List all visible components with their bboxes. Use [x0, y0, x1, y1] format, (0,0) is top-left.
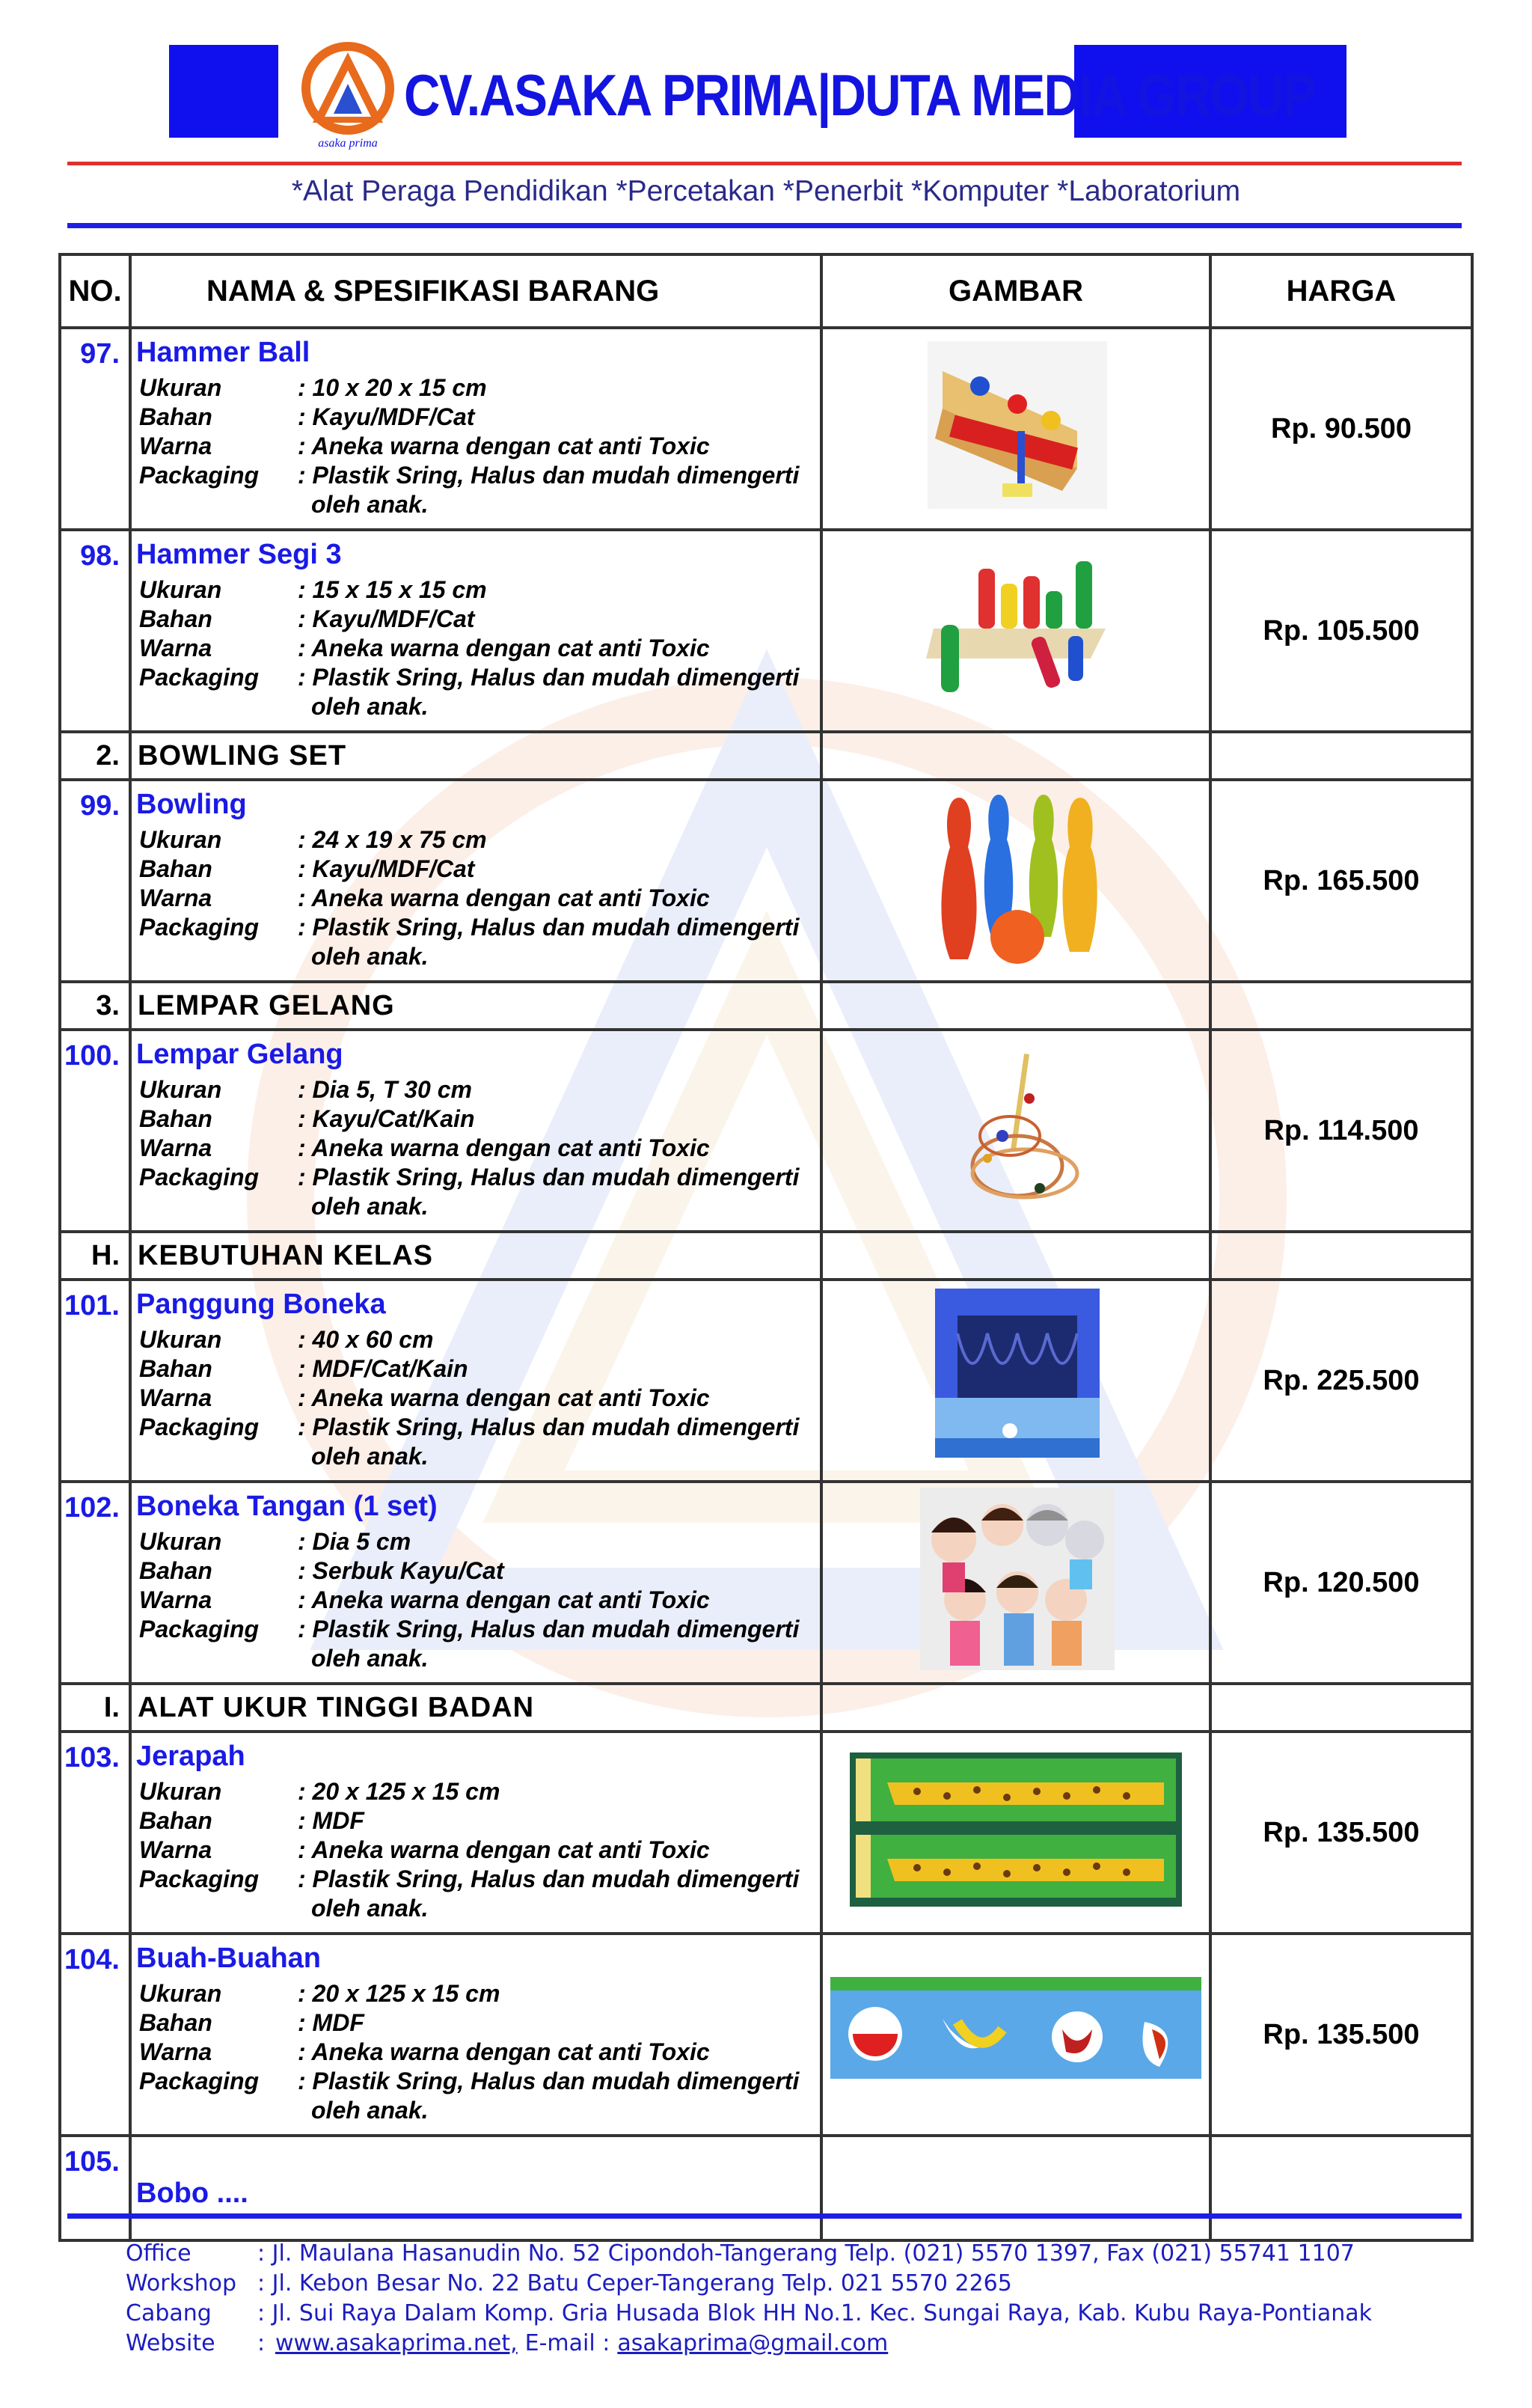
empty-cell	[821, 1232, 1210, 1280]
empty-cell	[1210, 2136, 1472, 2240]
spec-label: Ukuran	[139, 826, 222, 853]
email-link[interactable]: asakaprima@gmail.com	[617, 2330, 889, 2356]
spec-ukuran: : Dia 5 cm	[298, 1528, 411, 1555]
item-image-cell	[821, 530, 1210, 732]
hand-puppets-image	[920, 1488, 1115, 1670]
category-row	[60, 1684, 1472, 1732]
spec-warna: : Aneka warna dengan cat anti Toxic	[298, 1836, 710, 1863]
spec-label: Warna	[139, 433, 212, 459]
footer-blue-rule	[67, 2213, 1462, 2219]
header-blue-rule	[67, 223, 1462, 228]
spec-label: Packaging	[139, 1616, 260, 1642]
website-link[interactable]: www.asakaprima.net,	[275, 2330, 518, 2356]
hammer-pegs-toy-image	[926, 554, 1113, 696]
category-number: 3.	[60, 982, 130, 1030]
hammer-ball-toy-image	[928, 341, 1107, 509]
spec-packaging: : Plastik Sring, Halus dan mudah dimengerti	[298, 2068, 800, 2094]
table-row	[60, 1934, 1472, 2136]
fruit-height-chart-image	[830, 1977, 1201, 2079]
footer-contacts	[126, 2239, 1372, 2359]
spec-bahan: : Serbuk Kayu/Cat	[298, 1557, 504, 1584]
spec-label: Warna	[139, 2038, 212, 2065]
spec-packaging: : Plastik Sring, Halus dan mudah dimengerti	[298, 1616, 800, 1642]
item-price: Rp. 135.500	[1210, 1934, 1472, 2136]
spec-label: Ukuran	[139, 576, 222, 603]
item-spec-cell	[130, 530, 821, 732]
spec-label: Packaging	[139, 664, 260, 691]
item-image-cell	[821, 1030, 1210, 1232]
empty-cell	[821, 2136, 1210, 2240]
spec-label: Warna	[139, 1134, 212, 1161]
item-image-cell	[821, 1482, 1210, 1684]
category-name: ALAT UKUR TINGGI BADAN	[138, 1691, 535, 1723]
item-image-cell	[821, 1934, 1210, 2136]
spec-packaging: : Plastik Sring, Halus dan mudah dimengerti	[298, 1164, 800, 1191]
empty-cell	[1210, 982, 1472, 1030]
item-spec-cell	[130, 1482, 821, 1684]
spec-bahan: : MDF	[298, 2009, 364, 2036]
spec-ukuran: : 24 x 19 x 75 cm	[298, 826, 487, 853]
category-row	[60, 982, 1472, 1030]
company-name: CV.ASAKA PRIMA|DUTA MEDIA GROUP	[404, 62, 1315, 128]
table-row	[60, 780, 1472, 982]
services-line: *Alat Peraga Pendidikan *Percetakan *Penerbit *Komputer *Laboratorium	[291, 175, 1241, 207]
item-price: Rp. 165.500	[1210, 780, 1472, 982]
spec-warna: : Aneka warna dengan cat anti Toxic	[298, 1384, 710, 1411]
item-price: Rp. 120.500	[1210, 1482, 1472, 1684]
item-spec-cell	[130, 328, 821, 530]
spec-bahan: : Kayu/MDF/Cat	[298, 605, 475, 632]
spec-packaging-cont: oleh anak.	[311, 1443, 429, 1470]
category-number: H.	[60, 1232, 130, 1280]
table-row	[60, 1030, 1472, 1232]
item-spec-cell	[130, 1030, 821, 1232]
spec-ukuran: : 20 x 125 x 15 cm	[298, 1980, 500, 2007]
spec-label: Packaging	[139, 1414, 260, 1440]
spec-label: Ukuran	[139, 1980, 222, 2007]
item-price: Rp. 225.500	[1210, 1280, 1472, 1482]
item-number: 99.	[60, 780, 130, 982]
workshop-label: Workshop	[126, 2270, 237, 2297]
spec-ukuran: : 10 x 20 x 15 cm	[298, 374, 487, 401]
spec-packaging: : Plastik Sring, Halus dan mudah dimengerti	[298, 1414, 800, 1440]
header-harga: HARGA	[1210, 254, 1472, 328]
spec-label: Bahan	[139, 403, 212, 430]
spec-label: Bahan	[139, 1807, 212, 1834]
category-number: 2.	[60, 732, 130, 780]
item-image-cell	[821, 780, 1210, 982]
workshop-address: : Jl. Kebon Besar No. 22 Batu Ceper-Tangerang Telp. 021 5570 2265	[257, 2270, 1012, 2297]
spec-ukuran: : 15 x 15 x 15 cm	[298, 576, 487, 603]
spec-packaging-cont: oleh anak.	[311, 1193, 429, 1220]
spec-ukuran: : Dia 5, T 30 cm	[298, 1076, 472, 1103]
empty-cell	[821, 982, 1210, 1030]
item-number: 105.	[60, 2136, 130, 2240]
table-row	[60, 530, 1472, 732]
spec-label: Packaging	[139, 462, 260, 489]
spec-bahan: : Kayu/MDF/Cat	[298, 403, 475, 430]
office-address: : Jl. Maulana Hasanudin No. 52 Cipondoh-Tangerang Telp. (021) 5570 1397, Fax (021) 55741 1107	[257, 2240, 1355, 2267]
spec-packaging-cont: oleh anak.	[311, 491, 429, 518]
item-image-cell	[821, 328, 1210, 530]
svg-text:asaka prima: asaka prima	[318, 137, 378, 150]
spec-label: Ukuran	[139, 1528, 222, 1555]
spec-label: Bahan	[139, 855, 212, 882]
company-logo	[298, 42, 398, 154]
item-image-cell	[821, 1732, 1210, 1934]
item-price: Rp. 90.500	[1210, 328, 1472, 530]
item-name: Bobo ....	[136, 2178, 248, 2209]
item-name: Hammer Ball	[136, 337, 310, 368]
spec-label: Warna	[139, 1384, 212, 1411]
item-price: Rp. 105.500	[1210, 530, 1472, 732]
header-red-rule	[67, 162, 1462, 165]
spec-label: Bahan	[139, 605, 212, 632]
item-name: Jerapah	[136, 1741, 245, 1772]
item-spec-cell	[130, 2136, 821, 2240]
spec-label: Ukuran	[139, 1326, 222, 1353]
giraffe-height-chart-image	[850, 1752, 1182, 1907]
item-number: 104.	[60, 1934, 130, 2136]
spec-label: Ukuran	[139, 1076, 222, 1103]
spec-label: Warna	[139, 884, 212, 911]
table-header-row	[60, 254, 1472, 328]
category-cell	[130, 982, 821, 1030]
category-row	[60, 732, 1472, 780]
category-name: BOWLING SET	[138, 739, 347, 771]
ring-toss-image	[958, 1054, 1085, 1211]
spec-ukuran: : 40 x 60 cm	[298, 1326, 434, 1353]
item-number: 98.	[60, 530, 130, 732]
office-label: Office	[126, 2240, 192, 2267]
spec-label: Bahan	[139, 1557, 212, 1584]
spec-packaging: : Plastik Sring, Halus dan mudah dimengerti	[298, 1865, 800, 1892]
spec-label: Warna	[139, 635, 212, 661]
category-name: KEBUTUHAN KELAS	[138, 1239, 433, 1271]
empty-cell	[1210, 1232, 1472, 1280]
spec-packaging-cont: oleh anak.	[311, 943, 429, 970]
spec-label: Packaging	[139, 914, 260, 941]
item-price: Rp. 114.500	[1210, 1030, 1472, 1232]
spec-packaging: : Plastik Sring, Halus dan mudah dimengerti	[298, 914, 800, 941]
header-gambar: GAMBAR	[821, 254, 1210, 328]
bowling-pins-image	[928, 787, 1107, 967]
table-row	[60, 1280, 1472, 1482]
empty-cell	[1210, 732, 1472, 780]
spec-bahan: : MDF	[298, 1807, 364, 1834]
spec-warna: : Aneka warna dengan cat anti Toxic	[298, 1134, 710, 1161]
puppet-stage-image	[928, 1289, 1107, 1465]
header-no: NO.	[60, 254, 130, 328]
item-name: Lempar Gelang	[136, 1039, 343, 1070]
cabang-address: : Jl. Sui Raya Dalam Komp. Gria Husada Blok HH No.1. Kec. Sungai Raya, Kab. Kubu Raya-Pontianak	[257, 2300, 1373, 2326]
category-cell	[130, 1232, 821, 1280]
empty-cell	[1210, 1684, 1472, 1732]
product-table	[58, 253, 1474, 2242]
spec-label: Packaging	[139, 1164, 260, 1191]
spec-packaging: : Plastik Sring, Halus dan mudah dimengerti	[298, 664, 800, 691]
spec-warna: : Aneka warna dengan cat anti Toxic	[298, 433, 710, 459]
item-number: 103.	[60, 1732, 130, 1934]
spec-label: Warna	[139, 1586, 212, 1613]
item-name: Boneka Tangan (1 set)	[136, 1491, 438, 1522]
category-row	[60, 1232, 1472, 1280]
item-number: 102.	[60, 1482, 130, 1684]
table-row	[60, 2136, 1472, 2240]
spec-label: Ukuran	[139, 1778, 222, 1805]
spec-bahan: : MDF/Cat/Kain	[298, 1355, 468, 1382]
category-number: I.	[60, 1684, 130, 1732]
item-spec-cell	[130, 1280, 821, 1482]
cabang-label: Cabang	[126, 2300, 212, 2326]
item-number: 100.	[60, 1030, 130, 1232]
table-row	[60, 328, 1472, 530]
spec-label: Bahan	[139, 1105, 212, 1132]
website-separator: :	[257, 2330, 266, 2356]
header-blue-block-left	[169, 45, 278, 138]
spec-label: Bahan	[139, 1355, 212, 1382]
spec-packaging-cont: oleh anak.	[311, 1895, 429, 1922]
item-price: Rp. 135.500	[1210, 1732, 1472, 1934]
spec-warna: : Aneka warna dengan cat anti Toxic	[298, 2038, 710, 2065]
table-row	[60, 1732, 1472, 1934]
spec-packaging-cont: oleh anak.	[311, 1645, 429, 1672]
spec-bahan: : Kayu/Cat/Kain	[298, 1105, 475, 1132]
spec-label: Warna	[139, 1836, 212, 1863]
item-name: Panggung Boneka	[136, 1289, 386, 1320]
spec-packaging-cont: oleh anak.	[311, 2097, 429, 2124]
spec-label: Packaging	[139, 2068, 260, 2094]
spec-warna: : Aneka warna dengan cat anti Toxic	[298, 635, 710, 661]
header-nama: NAMA & SPESIFIKASI BARANG	[130, 254, 821, 328]
item-image-cell	[821, 1280, 1210, 1482]
table-row	[60, 1482, 1472, 1684]
category-cell	[130, 732, 821, 780]
empty-cell	[821, 1684, 1210, 1732]
spec-bahan: : Kayu/MDF/Cat	[298, 855, 475, 882]
item-name: Bowling	[136, 789, 247, 820]
spec-ukuran: : 20 x 125 x 15 cm	[298, 1778, 500, 1805]
empty-cell	[821, 732, 1210, 780]
item-name: Hammer Segi 3	[136, 539, 342, 570]
item-number: 101.	[60, 1280, 130, 1482]
item-spec-cell	[130, 1934, 821, 2136]
spec-packaging: : Plastik Sring, Halus dan mudah dimengerti	[298, 462, 800, 489]
email-label: E-mail :	[524, 2330, 610, 2356]
spec-warna: : Aneka warna dengan cat anti Toxic	[298, 1586, 710, 1613]
spec-label: Bahan	[139, 2009, 212, 2036]
spec-warna: : Aneka warna dengan cat anti Toxic	[298, 884, 710, 911]
category-cell	[130, 1684, 821, 1732]
spec-label: Ukuran	[139, 374, 222, 401]
item-spec-cell	[130, 780, 821, 982]
spec-packaging-cont: oleh anak.	[311, 693, 429, 720]
item-spec-cell	[130, 1732, 821, 1934]
spec-label: Packaging	[139, 1865, 260, 1892]
item-name: Buah-Buahan	[136, 1943, 321, 1974]
item-number: 97.	[60, 328, 130, 530]
website-label: Website	[126, 2330, 215, 2356]
category-name: LEMPAR GELANG	[138, 989, 395, 1021]
